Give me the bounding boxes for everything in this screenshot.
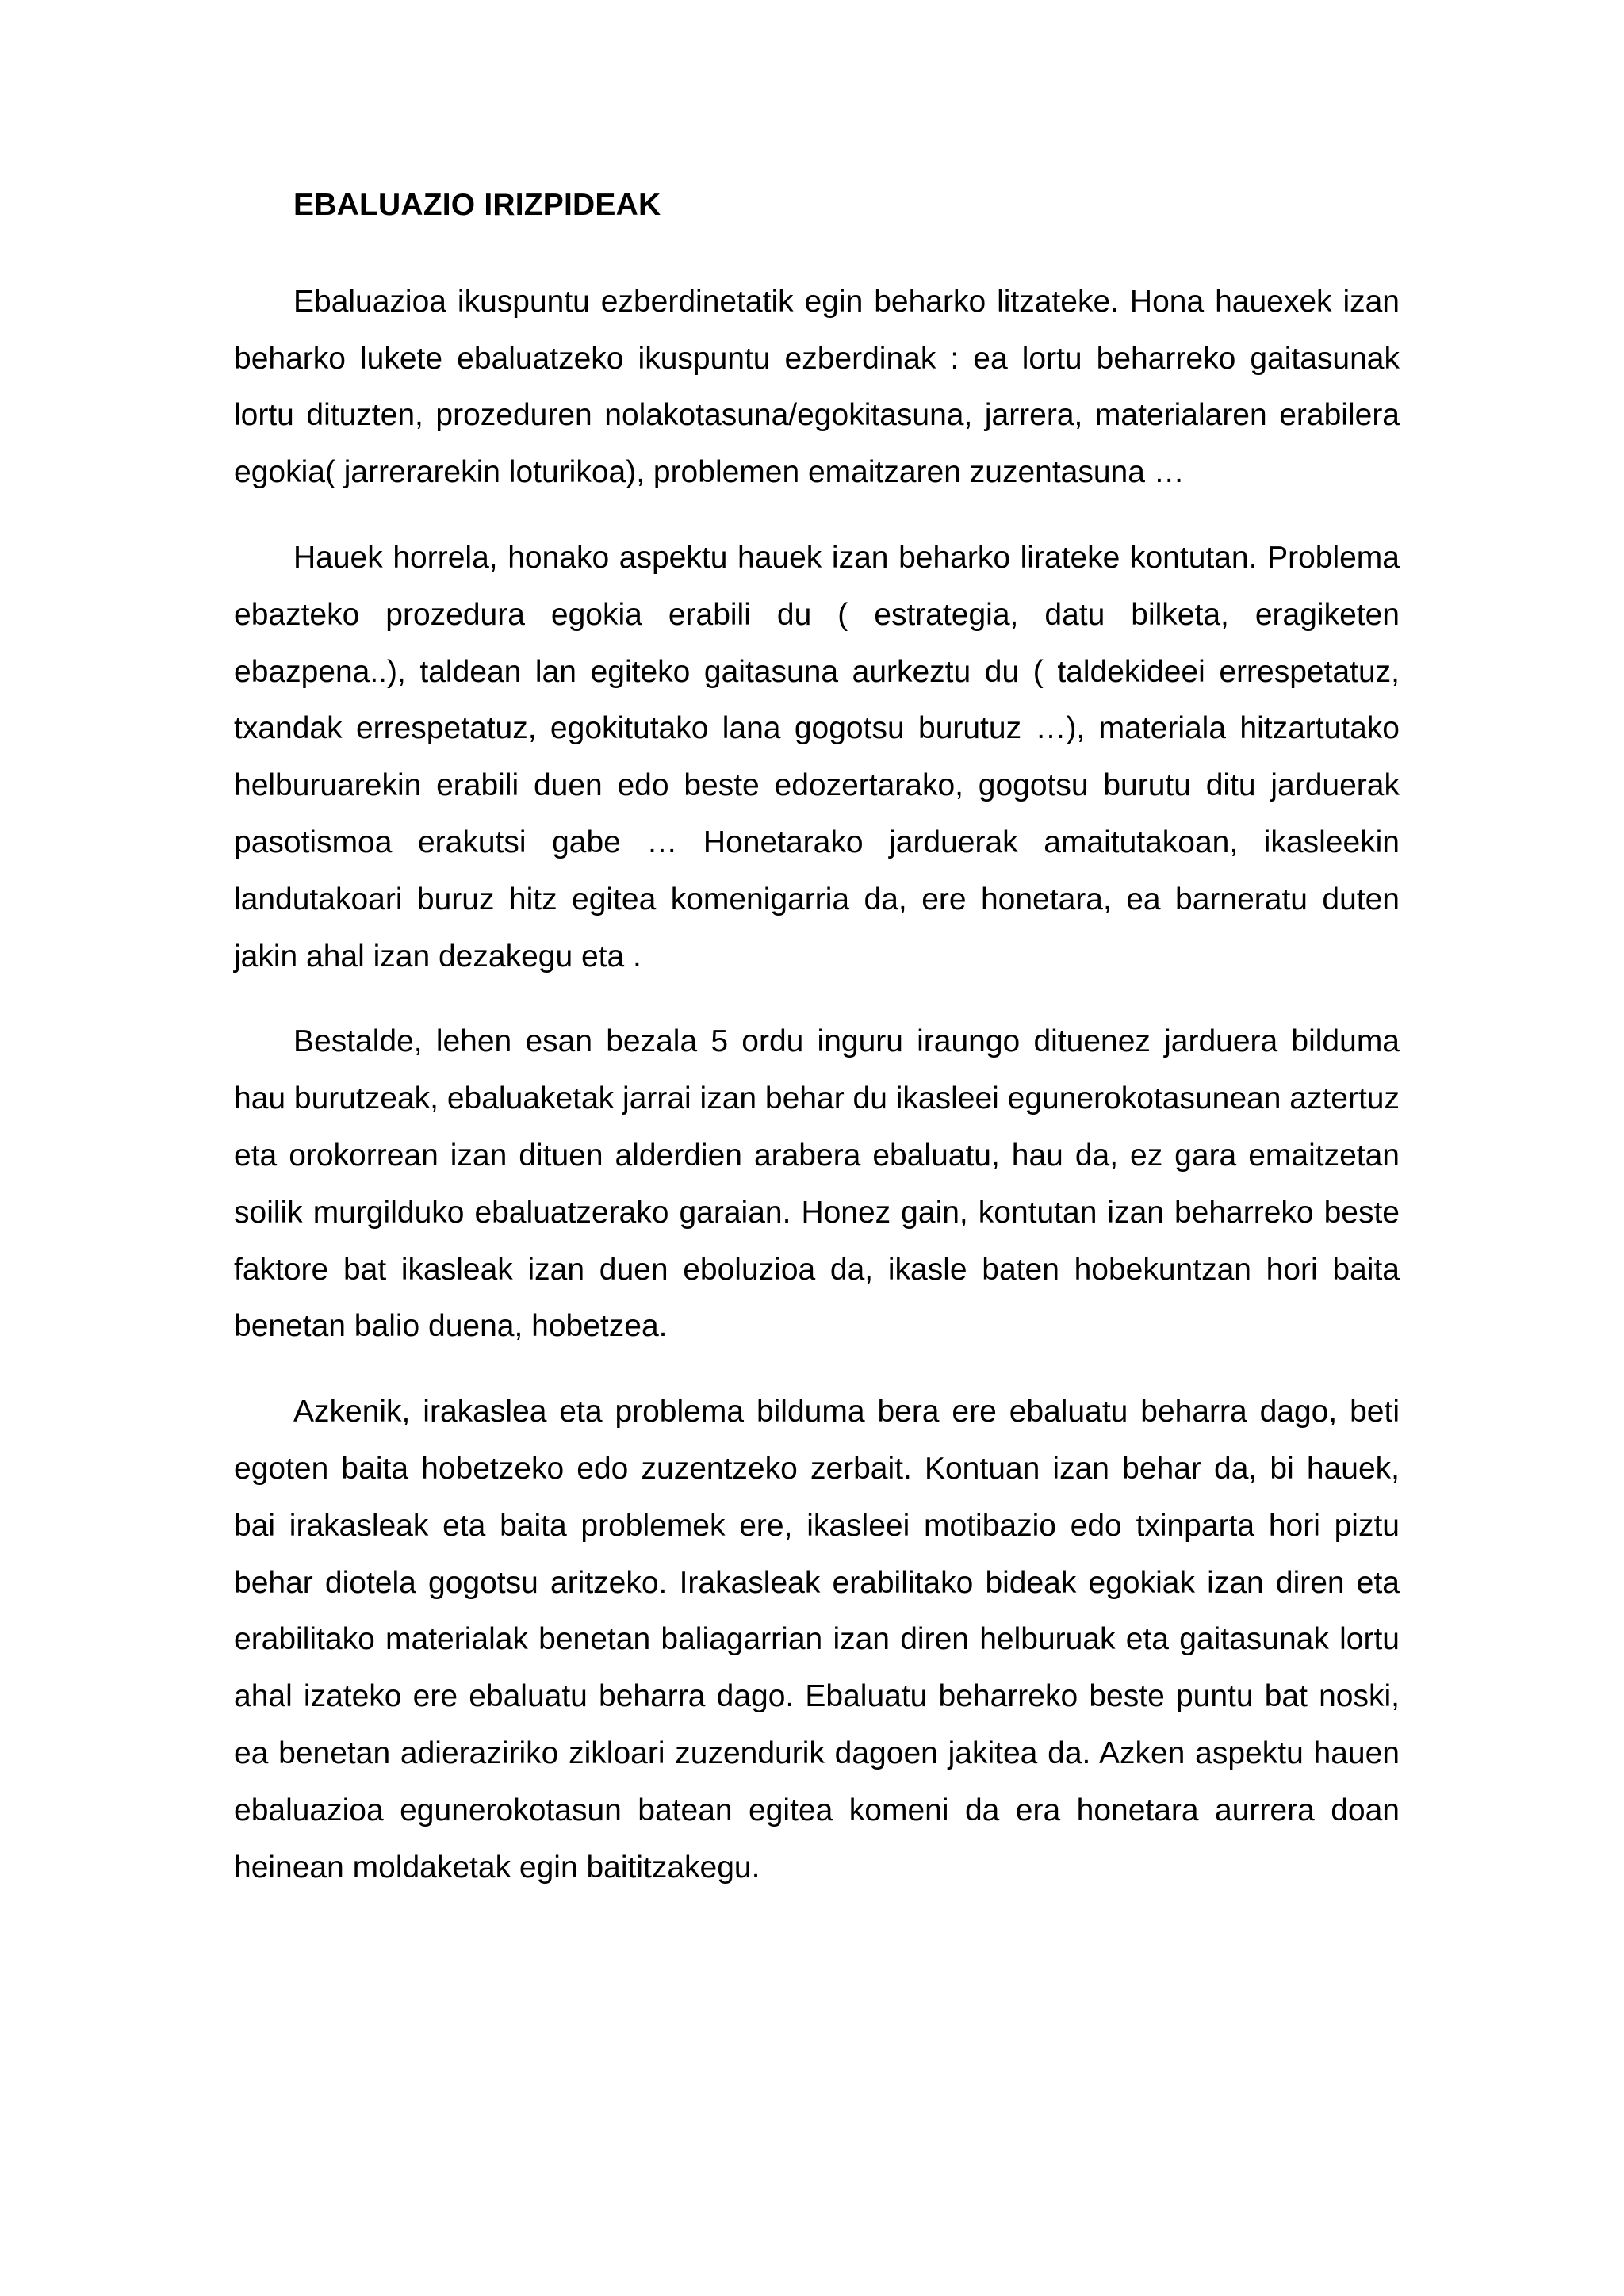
page-title: EBALUAZIO IRIZPIDEAK <box>293 188 661 222</box>
paragraph-evaluation-perspectives: Ebaluazioa ikuspuntu ezberdinetatik egin beharko litzateke. Hona hauexek izan beharko lukete ebaluatzeko ikuspuntu ezberdinak : ea lortu beharreko gaitasunak lortu dituzten, prozeduren nolakotasuna/egokitasuna, jarrera, materialaren erabilera egokia( jarrerarekin loturikoa), problemen emaitzaren zuzentasuna … <box>234 284 1400 490</box>
paragraph-teacher-evaluation: Azkenik, irakaslea eta problema bilduma bera ere ebaluatu beharra dago, beti egoten baita hobetzeko edo zuzentzeko zerbait. Kontuan izan behar da, bi hauek, bai irakasleak eta baita problemek ere, ikasleei motibazio edo txinparta hori piztu behar diotela gogotsu aritzeko. Irakasleak erabilitako bideak egokiak izan diren eta erabilitako materialak benetan baliagarrian izan diren helburuak eta gaitasunak lortu ahal izateko ere ebaluatu beharra dago. Ebaluatu beharreko beste puntu bat noski, ea benetan adieraziriko zikloari zuzendurik dagoen jakitea da. Azken aspektu hauen ebaluazioa egunerokotasun batean egitea komeni da era honetara aurrera doan heinean moldaketak egin baititzakegu. <box>234 1395 1400 1885</box>
paragraph-continuous-evaluation: Bestalde, lehen esan bezala 5 ordu inguru iraungo dituenez jarduera bilduma hau burutzeak, ebaluaketak jarrai izan behar du ikasleei egunerokotasunean aztertuz eta orokorrean izan dituen alderdien arabera ebaluatu, hau da, ez gara emaitzetan soilik murgilduko ebaluatzerako garaian. Honez gain, kontutan izan beharreko beste faktore bat ikasleak izan duen eboluzioa da, ikasle baten hobekuntzan hori baita benetan balio duena, hobetzea. <box>234 1024 1400 1344</box>
document-page <box>234 187 1400 1924</box>
paragraph-aspects: Hauek horrela, honako aspektu hauek izan beharko lirateke kontutan. Problema ebazteko prozedura egokia erabili du ( estrategia, datu bilketa, eragiketen ebazpena..), taldean lan egiteko gaitasuna aurkeztu du ( taldekideei errespetatuz, txandak errespetatuz, egokitutako lana gogotsu burutuz …), materiala hitzartutako helburuarekin erabili duen edo beste edozertarako, gogotsu burutu ditu jarduerak pasotismoa erakutsi gabe … Honetarako jarduerak amaitutakoan, ikasleekin landutakoari buruz hitz egitea komenigarria da, ere honetara, ea barneratu duten jakin ahal izan dezakegu eta . <box>234 540 1400 974</box>
